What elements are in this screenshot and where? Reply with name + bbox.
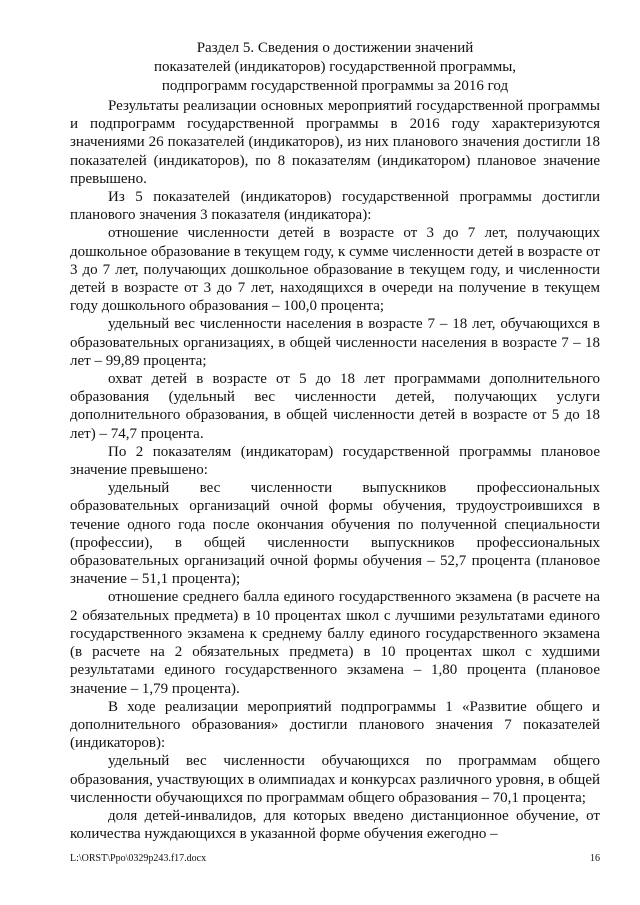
paragraph-intro: Результаты реализации основных мероприятий государственной программы и подпрограмм государственной программы в 2016 году характеризуются значениями 26 показателей (индикаторов), из них планового значения достигли 18 показателей (индикаторов), по 8 показателям (индикатором) плановое значение превышено. — [70, 98, 600, 187]
paragraph-exam-ratio: отношение среднего балла единого государственного экзамена (в расчете на 2 обязательных предмета) в 10 процентах школ с лучшими результатами единого государственного экзамена к среднему баллу единого государственного экзамена (в расчете на 2 обязательных предмета) в 10 процентах школ с худшими результатами единого государственного экзамена – 1,80 процента (плановое значение – 1,79 процента). — [70, 589, 600, 697]
paragraph-olympiad-share: удельный вес численности обучающихся по программам общего образования, участвующих в олимпиадах и конкурсах различного уровня, в общей численности обучающихся по программам общего образования – 70,1 процента; — [70, 753, 600, 806]
paragraph-extra-education: охват детей в возрасте от 5 до 18 лет программами дополнительного образования (удельный вес численности детей, получающих услуги дополнительного образования, в общей численности детей в возрасте от 5 до 18 лет) – 74,7 процента. — [70, 371, 600, 442]
paragraph-student-share: удельный вес численности населения в возрасте 7 – 18 лет, обучающихся в образовательных организациях, в общей численности населения в возрасте 7 – 18 лет – 99,89 процента; — [70, 316, 600, 369]
paragraph-program-indicators: Из 5 показателей (индикаторов) государственной программы достигли планового значения 3 показателя (индикатора): — [70, 189, 600, 224]
document-body — [70, 97, 600, 843]
paragraph-preschool-ratio: отношение численности детей в возрасте от 3 до 7 лет, получающих дошкольное образование в текущем году, к сумме численности детей в возрасте от 3 до 7 лет, получающих дошкольное образование в текущем году, и численности детей в возрасте от 3 до 7 лет, находящихся в очереди на получение в текущем году дошкольного образования – 100,0 процента; — [70, 225, 600, 315]
paragraph-distance-learning: доля детей-инвалидов, для которых введено дистанционное обучение, от количества нуждающихся в указанной форме обучения ежегодно – — [70, 807, 600, 843]
paragraph-graduates-employment: удельный вес численности выпускников профессиональных образовательных организаций очной формы обучения, трудоустроившихся в течение одного года после окончания обучения по полученной специальности (профессии), в общей численности выпускников профессиональных образовательных организаций очной формы обучения – 52,7 процента (плановое значение – 51,1 процента); — [70, 480, 600, 588]
section-title-line-2: показателей (индикаторов) государственной программы, — [153, 59, 517, 75]
paragraph-exceeded: По 2 показателям (индикаторам) государственной программы плановое значение превышено: — [70, 443, 600, 479]
section-title-line-1: Раздел 5. Сведения о достижении значений — [196, 40, 474, 56]
paragraph-subprogram-1: В ходе реализации мероприятий подпрограммы 1 «Развитие общего и дополнительного образования» достигли планового значения 7 показателей (индикаторов): — [70, 698, 600, 752]
section-title — [70, 39, 600, 96]
file-path: L:\ORST\Ppo\0329p243.f17.docx — [70, 853, 207, 864]
section-title-line-3: подпрограмм государственной программы за 2016 год — [161, 78, 509, 94]
page-number: 16 — [590, 853, 600, 864]
